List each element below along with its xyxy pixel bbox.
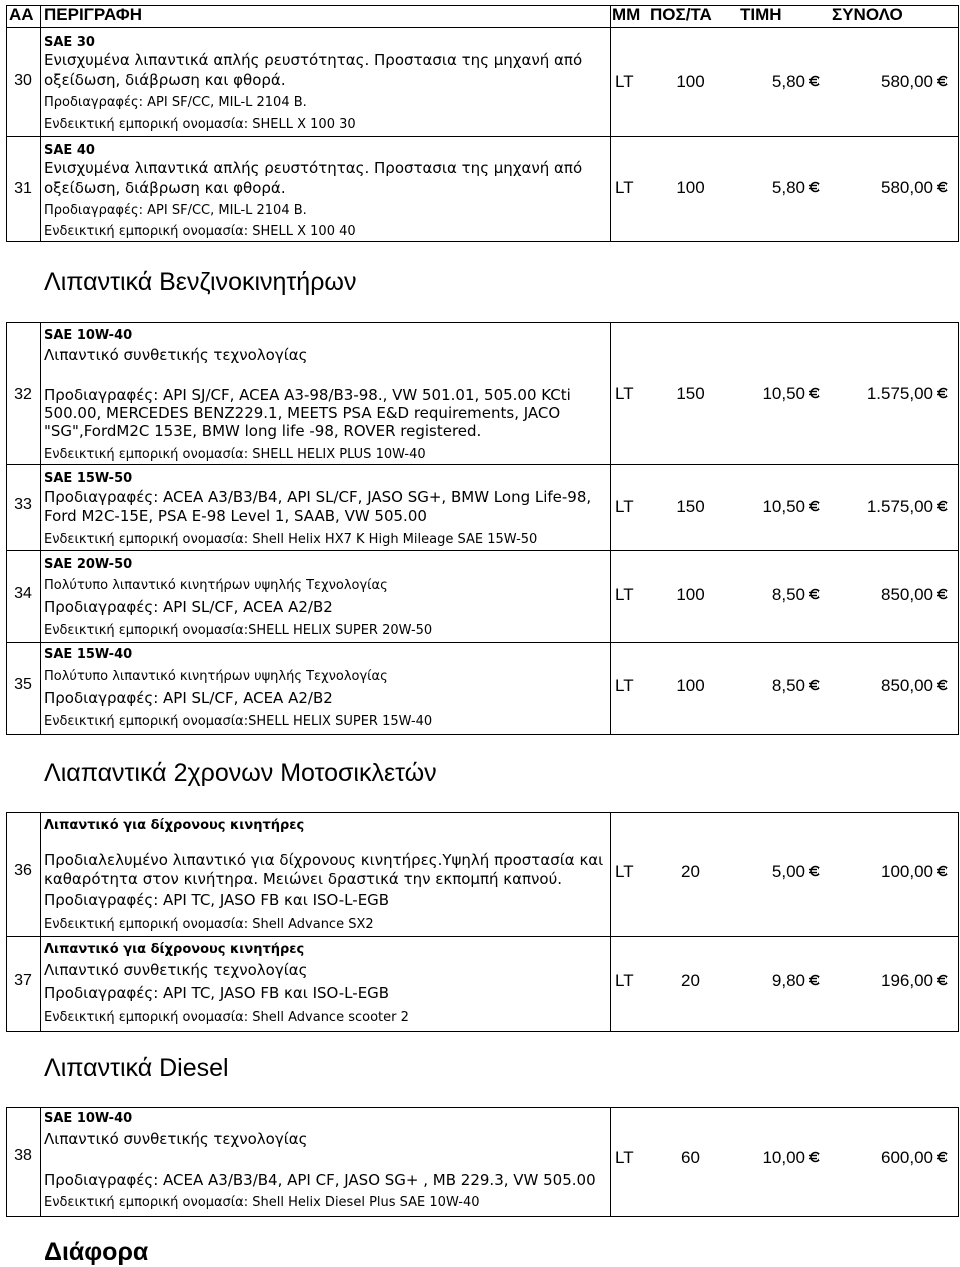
item-unit: LT [615, 862, 634, 881]
total-value: 1.575,00 [866, 384, 933, 403]
item-description-line: οξείδωση, διάβρωση και φθορά. [44, 179, 286, 197]
item-description-line: καθαρότητα στον κινήτηρα. Μειώνει δραστικά την εκπομπή καπνού. [44, 870, 563, 888]
total-value: 196,00 [881, 971, 933, 990]
price-value: 10,00 [762, 1148, 805, 1167]
header-unit: ΜΜ [612, 5, 641, 24]
euro-icon [936, 497, 950, 517]
column-divider [610, 1107, 611, 1217]
total-value: 100,00 [881, 862, 933, 881]
item-unit-price [730, 676, 822, 696]
euro-icon [936, 585, 950, 605]
item-total [840, 497, 950, 517]
euro-icon [936, 1148, 950, 1168]
column-divider [610, 322, 611, 735]
item-description-line: Λιπαντικό συνθετικής τεχνολογίας [44, 961, 308, 979]
item-unit: LT [615, 384, 634, 403]
price-value: 8,50 [771, 585, 805, 604]
item-quantity: 150 [676, 384, 705, 403]
item-unit-price [730, 862, 822, 882]
item-description-line: Ενισχυμένα λιπαντικά απλής ρευστότητας. Προστασια της μηχανή από [44, 159, 583, 177]
item-total [840, 676, 950, 696]
euro-icon [808, 676, 822, 696]
item-trade-name: Ενδεικτική εμπορική ονομασία: SHELL X 100 30 [44, 117, 356, 132]
total-value: 850,00 [881, 676, 933, 695]
item-number: 37 [14, 972, 32, 989]
item-quantity: 150 [676, 497, 705, 516]
euro-icon [808, 178, 822, 198]
item-trade-name: Ενδεικτική εμπορική ονομασία: Shell Helix Diesel Plus SAE 10W-40 [44, 1195, 480, 1210]
item-total [840, 585, 950, 605]
item-grade: SAE 30 [44, 35, 95, 50]
item-specifications: Προδιαγραφές: API SF/CC, MIL-L 2104 B. [44, 203, 307, 218]
total-value: 600,00 [881, 1148, 933, 1167]
column-divider [40, 812, 41, 1032]
item-specifications: Προδιαγραφές: API SF/CC, MIL-L 2104 B. [44, 95, 307, 110]
item-description-line: Πολύτυπο λιπαντικό κινητήρων υψηλής Τεχνολογίας [44, 578, 388, 593]
header-divider [6, 27, 958, 28]
total-value: 580,00 [881, 72, 933, 91]
item-specifications: "SG",FordM2C 153E, BMW long life -98, ROVER registered. [44, 422, 482, 440]
item-unit: LT [615, 497, 634, 516]
item-unit-price [730, 585, 822, 605]
total-value: 580,00 [881, 178, 933, 197]
item-trade-name: Ενδεικτική εμπορική ονομασία:SHELL HELIX SUPER 15W-40 [44, 714, 433, 729]
header-price: ΤΙΜΗ [740, 5, 782, 24]
item-total [840, 971, 950, 991]
item-unit: LT [615, 585, 634, 604]
price-value: 9,80 [771, 971, 805, 990]
item-description-line: Προδιαλελυμένο λιπαντικό για δίχρονους κινητήρες.Υψηλή προστασία και [44, 851, 604, 869]
price-value: 10,50 [762, 497, 805, 516]
euro-icon [808, 497, 822, 517]
price-value: 8,50 [771, 676, 805, 695]
header-total: ΣΥΝΟΛΟ [832, 5, 903, 24]
item-specifications: Προδιαγραφές: API SL/CF, ACEA A2/B2 [44, 598, 333, 616]
item-total [840, 178, 950, 198]
item-total [840, 72, 950, 92]
item-unit: LT [615, 72, 634, 91]
section-title-diesel-oils: Λιπαντικά Diesel [44, 1054, 229, 1082]
price-value: 5,80 [771, 178, 805, 197]
item-unit: LT [615, 676, 634, 695]
price-value: 5,80 [771, 72, 805, 91]
section-title-two-stroke-oils: Λιαπαντικά 2χρονων Μοτοσικλετών [44, 759, 437, 787]
euro-icon [936, 971, 950, 991]
column-divider [40, 322, 41, 735]
item-quantity: 20 [681, 971, 700, 990]
euro-icon [936, 72, 950, 92]
item-unit-price [730, 384, 822, 404]
item-grade: SAE 20W-50 [44, 557, 133, 572]
item-trade-name: Ενδεικτική εμπορική ονομασία:SHELL HELIX SUPER 20W-50 [44, 623, 433, 638]
euro-icon [808, 971, 822, 991]
column-divider [610, 812, 611, 1032]
item-description-line: Ενισχυμένα λιπαντικά απλής ρευστότητας. Προστασια της μηχανή από [44, 51, 583, 69]
item-specifications: 500.00, MERCEDES BENZ229.1, MEETS PSA E&D requirements, JACO [44, 404, 561, 422]
section-title-petrol-engine-oils: Λιπαντικά Βενζινοκινητήρων [44, 268, 357, 296]
item-specifications: Προδιαγραφές: ACEA A3/B3/B4, API SL/CF, JASO SG+, BMW Long Life-98, [44, 488, 592, 506]
item-grade: SAE 10W-40 [44, 328, 133, 343]
item-quantity: 60 [681, 1148, 700, 1167]
item-specifications: Προδιαγραφές: API SJ/CF, ACEA A3-98/B3-98., VW 501.01, 505.00 KCti [44, 386, 571, 404]
item-total [840, 1148, 950, 1168]
column-divider [610, 5, 611, 242]
item-category: Λιπαντικό για δίχρονους κινητήρες [44, 818, 305, 833]
item-grade: SAE 15W-50 [44, 471, 133, 486]
euro-icon [808, 72, 822, 92]
item-unit: LT [615, 971, 634, 990]
row-divider [6, 550, 958, 551]
item-specifications: Προδιαγραφές: API TC, JASO FB και ISO-L-EGB [44, 984, 390, 1002]
header-aa: ΑΑ [9, 5, 34, 24]
item-grade: SAE 40 [44, 143, 95, 158]
euro-icon [936, 384, 950, 404]
item-trade-name: Ενδεικτική εμπορική ονομασία: SHELL X 100 40 [44, 224, 356, 239]
item-trade-name: Ενδεικτική εμπορική ονομασία: SHELL HELIX PLUS 10W-40 [44, 447, 426, 462]
item-description-line: Πολύτυπο λιπαντικό κινητήρων υψηλής Τεχνολογίας [44, 669, 388, 684]
item-description-line: Λιπαντικό συνθετικής τεχνολογίας [44, 1130, 308, 1148]
header-description: ΠΕΡΙΓΡΑΦΗ [44, 5, 143, 24]
item-total [840, 862, 950, 882]
euro-icon [936, 676, 950, 696]
column-divider [40, 1107, 41, 1217]
price-value: 10,50 [762, 384, 805, 403]
euro-icon [808, 585, 822, 605]
item-grade: SAE 15W-40 [44, 647, 133, 662]
total-value: 1.575,00 [866, 497, 933, 516]
euro-icon [936, 178, 950, 198]
item-number: 36 [14, 862, 32, 879]
price-value: 5,00 [771, 862, 805, 881]
section-title-miscellaneous: Διάφορα [44, 1238, 149, 1266]
row-divider [6, 642, 958, 643]
item-trade-name: Ενδεικτική εμπορική ονομασία: Shell Helix HX7 K High Mileage SAE 15W-50 [44, 532, 538, 547]
item-quantity: 100 [676, 178, 705, 197]
row-divider [6, 136, 958, 137]
header-quantity: ΠΟΣ/ΤΑ [650, 5, 712, 24]
item-unit: LT [615, 178, 634, 197]
item-unit-price [730, 178, 822, 198]
item-unit-price [730, 72, 822, 92]
item-number: 38 [14, 1147, 32, 1164]
item-unit-price [730, 971, 822, 991]
total-value: 850,00 [881, 585, 933, 604]
item-quantity: 20 [681, 862, 700, 881]
item-number: 33 [14, 496, 32, 513]
item-unit-price [730, 1148, 822, 1168]
item-description-line: οξείδωση, διάβρωση και φθορά. [44, 71, 286, 89]
column-divider [40, 5, 41, 242]
item-number: 30 [14, 72, 32, 89]
item-specifications: Προδιαγραφές: API TC, JASO FB και ISO-L-EGB [44, 891, 390, 909]
item-quantity: 100 [676, 72, 705, 91]
item-number: 35 [14, 676, 32, 693]
item-number: 31 [14, 180, 32, 197]
euro-icon [936, 862, 950, 882]
item-grade: SAE 10W-40 [44, 1111, 133, 1126]
item-trade-name: Ενδεικτική εμπορική ονομασία: Shell Advance SX2 [44, 917, 374, 932]
euro-icon [808, 384, 822, 404]
item-unit: LT [615, 1148, 634, 1167]
item-specifications: Προδιαγραφές: ACEA A3/B3/B4, API CF, JASO SG+ , MB 229.3, VW 505.00 [44, 1171, 596, 1189]
euro-icon [808, 1148, 822, 1168]
item-total [840, 384, 950, 404]
item-number: 32 [14, 386, 32, 403]
item-trade-name: Ενδεικτική εμπορική ονομασία: Shell Advance scooter 2 [44, 1010, 409, 1025]
item-number: 34 [14, 585, 32, 602]
item-quantity: 100 [676, 585, 705, 604]
euro-icon [808, 862, 822, 882]
item-description-line: Λιπαντικό συνθετικής τεχνολογίας [44, 346, 308, 364]
item-specifications: Προδιαγραφές: API SL/CF, ACEA A2/B2 [44, 689, 333, 707]
row-divider [6, 936, 958, 937]
row-divider [6, 464, 958, 465]
item-specifications: Ford M2C-15E, PSA E-98 Level 1, SAAB, VW 505.00 [44, 507, 427, 525]
item-quantity: 100 [676, 676, 705, 695]
item-unit-price [730, 497, 822, 517]
item-category: Λιπαντικό για δίχρονους κινητήρες [44, 942, 305, 957]
